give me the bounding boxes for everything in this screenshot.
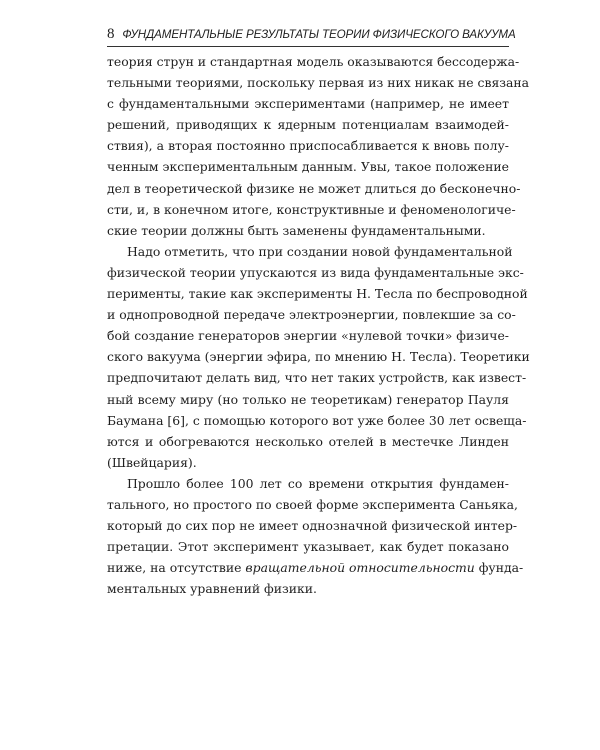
text-line: Прошло более 100 лет со времени открытия фундамен- bbox=[127, 475, 509, 491]
text-line: ются и обогреваются несколько отелей в местечке Линден bbox=[107, 433, 509, 449]
text-segment: ниже, на отсутствие bbox=[107, 560, 246, 576]
text-line: ментальных уравнений физики. bbox=[107, 581, 317, 597]
text-line: ствия), а вторая постоянно приспосабливается к вновь полу- bbox=[107, 138, 509, 154]
text-line: (Швейцария). bbox=[107, 454, 197, 470]
text-line: перименты, такие как эксперименты Н. Тесла по беспроводной bbox=[107, 286, 528, 302]
text-line: претации. Этот эксперимент указывает, как будет показано bbox=[107, 539, 509, 555]
text-line: тельными теориями, поскольку первая из них никак не связана bbox=[107, 75, 530, 91]
text-line: Баумана [6], с помощью которого вот уже более 30 лет освеща- bbox=[107, 412, 527, 428]
text-line: тального, но простого по своей форме эксперимента Саньяка, bbox=[107, 496, 518, 512]
text-line: дел в теоретической физике не может длиться до бесконечно- bbox=[107, 180, 521, 196]
running-header bbox=[107, 26, 516, 47]
text-line: который до сих пор не имеет однозначной физической интер- bbox=[107, 518, 518, 534]
text-line: физической теории упускаются из вида фундаментальные экс- bbox=[107, 264, 524, 280]
text-line: теория струн и стандартная модель оказываются бессодержа- bbox=[107, 54, 520, 69]
page-number: 8 bbox=[107, 26, 115, 42]
text-line: ского вакуума (энергии эфира, по мнению Н. Тесла). Теоретики bbox=[107, 349, 530, 365]
paragraph-1 bbox=[107, 51, 530, 241]
text-line: предпочитают делать вид, что нет таких устройств, как извест- bbox=[107, 370, 527, 386]
text-line: ченным экспериментальным данным. Увы, такое положение bbox=[107, 159, 509, 175]
running-title: ФУНДАМЕНТАЛЬНЫЕ РЕЗУЛЬТАТЫ ТЕОРИИ ФИЗИЧЕСКОГО ВАКУУМА bbox=[122, 28, 516, 41]
text-line: Надо отметить, что при создании новой фундаментальной bbox=[127, 243, 513, 259]
book-page bbox=[107, 26, 530, 599]
text-line: с фундаментальными экспериментами (например, не имеет bbox=[107, 96, 509, 112]
paragraph-2 bbox=[107, 241, 530, 473]
text-line: сти, и, в конечном итоге, конструктивные и феноменологиче- bbox=[107, 201, 516, 217]
text-line: решений, приводящих к ядерным потенциалам взаимодей- bbox=[107, 117, 509, 133]
text-line: и однопроводной передаче электроэнергии, повлекшие за со- bbox=[107, 307, 516, 323]
text-line: бой создание генераторов энергии «нулевой точки» физиче- bbox=[107, 328, 509, 344]
text-line: ские теории должны быть заменены фундаментальными. bbox=[107, 222, 486, 238]
text-line: ный всему миру (но только не теоретикам) генератор Пауля bbox=[107, 391, 509, 407]
paragraph-3 bbox=[107, 473, 524, 600]
text-segment: фунда- bbox=[474, 560, 524, 576]
body-text bbox=[107, 51, 530, 599]
emphasized-term: вращательной относительности bbox=[245, 560, 475, 576]
text-line-with-emphasis bbox=[107, 557, 524, 578]
